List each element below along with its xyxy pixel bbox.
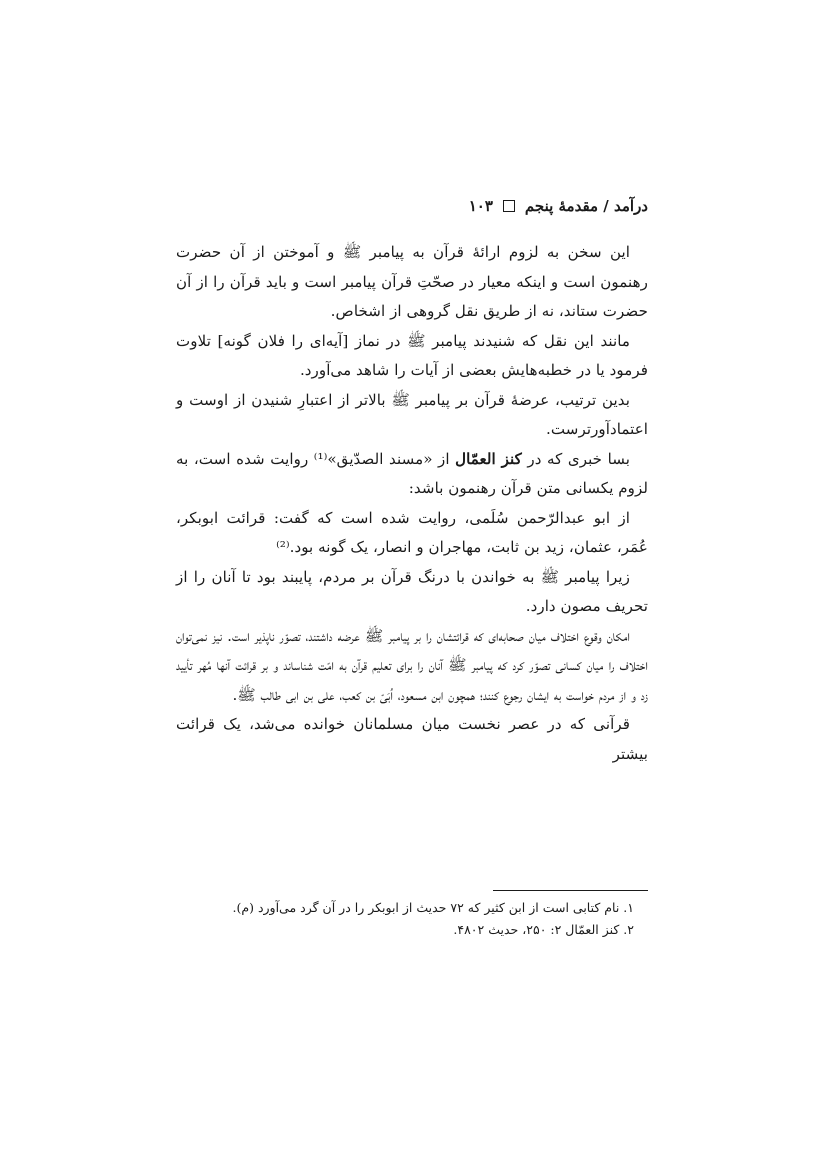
header-title: درآمد / مقدمهٔ پنجم: [524, 197, 648, 215]
paragraph: مانند این نقل که شنیدند پیامبر ﷺ در نماز [آیه‌ای را فلان گونه] تلاوت فرمود یا در خطبه‌هایش بعضی از آیات را شاهد می‌آورد.: [176, 331, 648, 379]
body-text: [176, 238, 648, 769]
paragraph: زیرا پیامبر ﷺ به خواندن با درنگ قرآن بر مردم، پایبند بود تا آنان را از تحریف مصون دارد.: [176, 567, 648, 615]
footnote: ۲. کنز العمّال ۲: ۲۵۰، حدیث ۴۸۰۲.: [453, 922, 634, 937]
paragraph-text: بسا خبری که در: [521, 449, 630, 468]
paragraph: [176, 445, 648, 504]
footnotes: [178, 897, 634, 941]
paragraph: قرآنی که در عصر نخست میان مسلمانان خوانده می‌شد، یک قرائت بیشتر: [176, 715, 648, 763]
book-title: کنز العمّال: [455, 449, 522, 468]
square-bullet-icon: [503, 200, 515, 212]
page-number: ۱۰۳: [468, 197, 493, 215]
paragraph: بدین ترتیب، عرضهٔ قرآن بر پیامبر ﷺ بالاتر از اعتبارِ شنیدن از اوست و اعتمادآورترست.: [176, 390, 648, 438]
paragraph: از ابو عبدالرّحمن سُلَمی، روایت شده است که گفت: قرائت ابوبکر، عُمَر، عثمان، زید بن ثابت، مهاجران و انصار، یک گونه بود.⁽²⁾: [176, 508, 648, 556]
footnote: ۱. نام کتابی است از ابن کثیر که ۷۲ حدیث از ابوبکر را در آن گرد می‌آورد (م).: [232, 900, 634, 915]
running-header: [178, 197, 648, 215]
footnote-divider: [493, 890, 648, 891]
paragraph-text: از «مسند الصدّیق»⁽¹⁾ روایت شده است، به لزوم یکسانی متن قرآن رهنمون باشد:: [176, 449, 648, 497]
paragraph: امکان وقوع اختلاف میان صحابه‌ای که قرائتشان را بر پیامبر ﷺ عرضه داشتند، تصوّر ناپذیر است. نیز نمی‌توان اختلاف را میان کسانی تصوّر کرد که پیامبر ﷺ آنان را برای تعلیم قرآن به امّت شناساند و بر قرائت آنها مُهر تأیید زد و از مردم خواست به ایشان رجوع کنند؛ همچون ابن مسعود، اُبَیّ بن کعب، علی بن ابی طالب ﷺ.: [176, 626, 648, 704]
paragraph: این سخن به لزوم ارائهٔ قرآن به پیامبر ﷺ و آموختن از آن حضرت رهنمون است و اینکه معیار در صحّتِ قرآن پیامبر است و باید قرآن را از آن حضرت ستاند، نه از طریق نقل گروهی از اشخاص.: [176, 243, 648, 320]
